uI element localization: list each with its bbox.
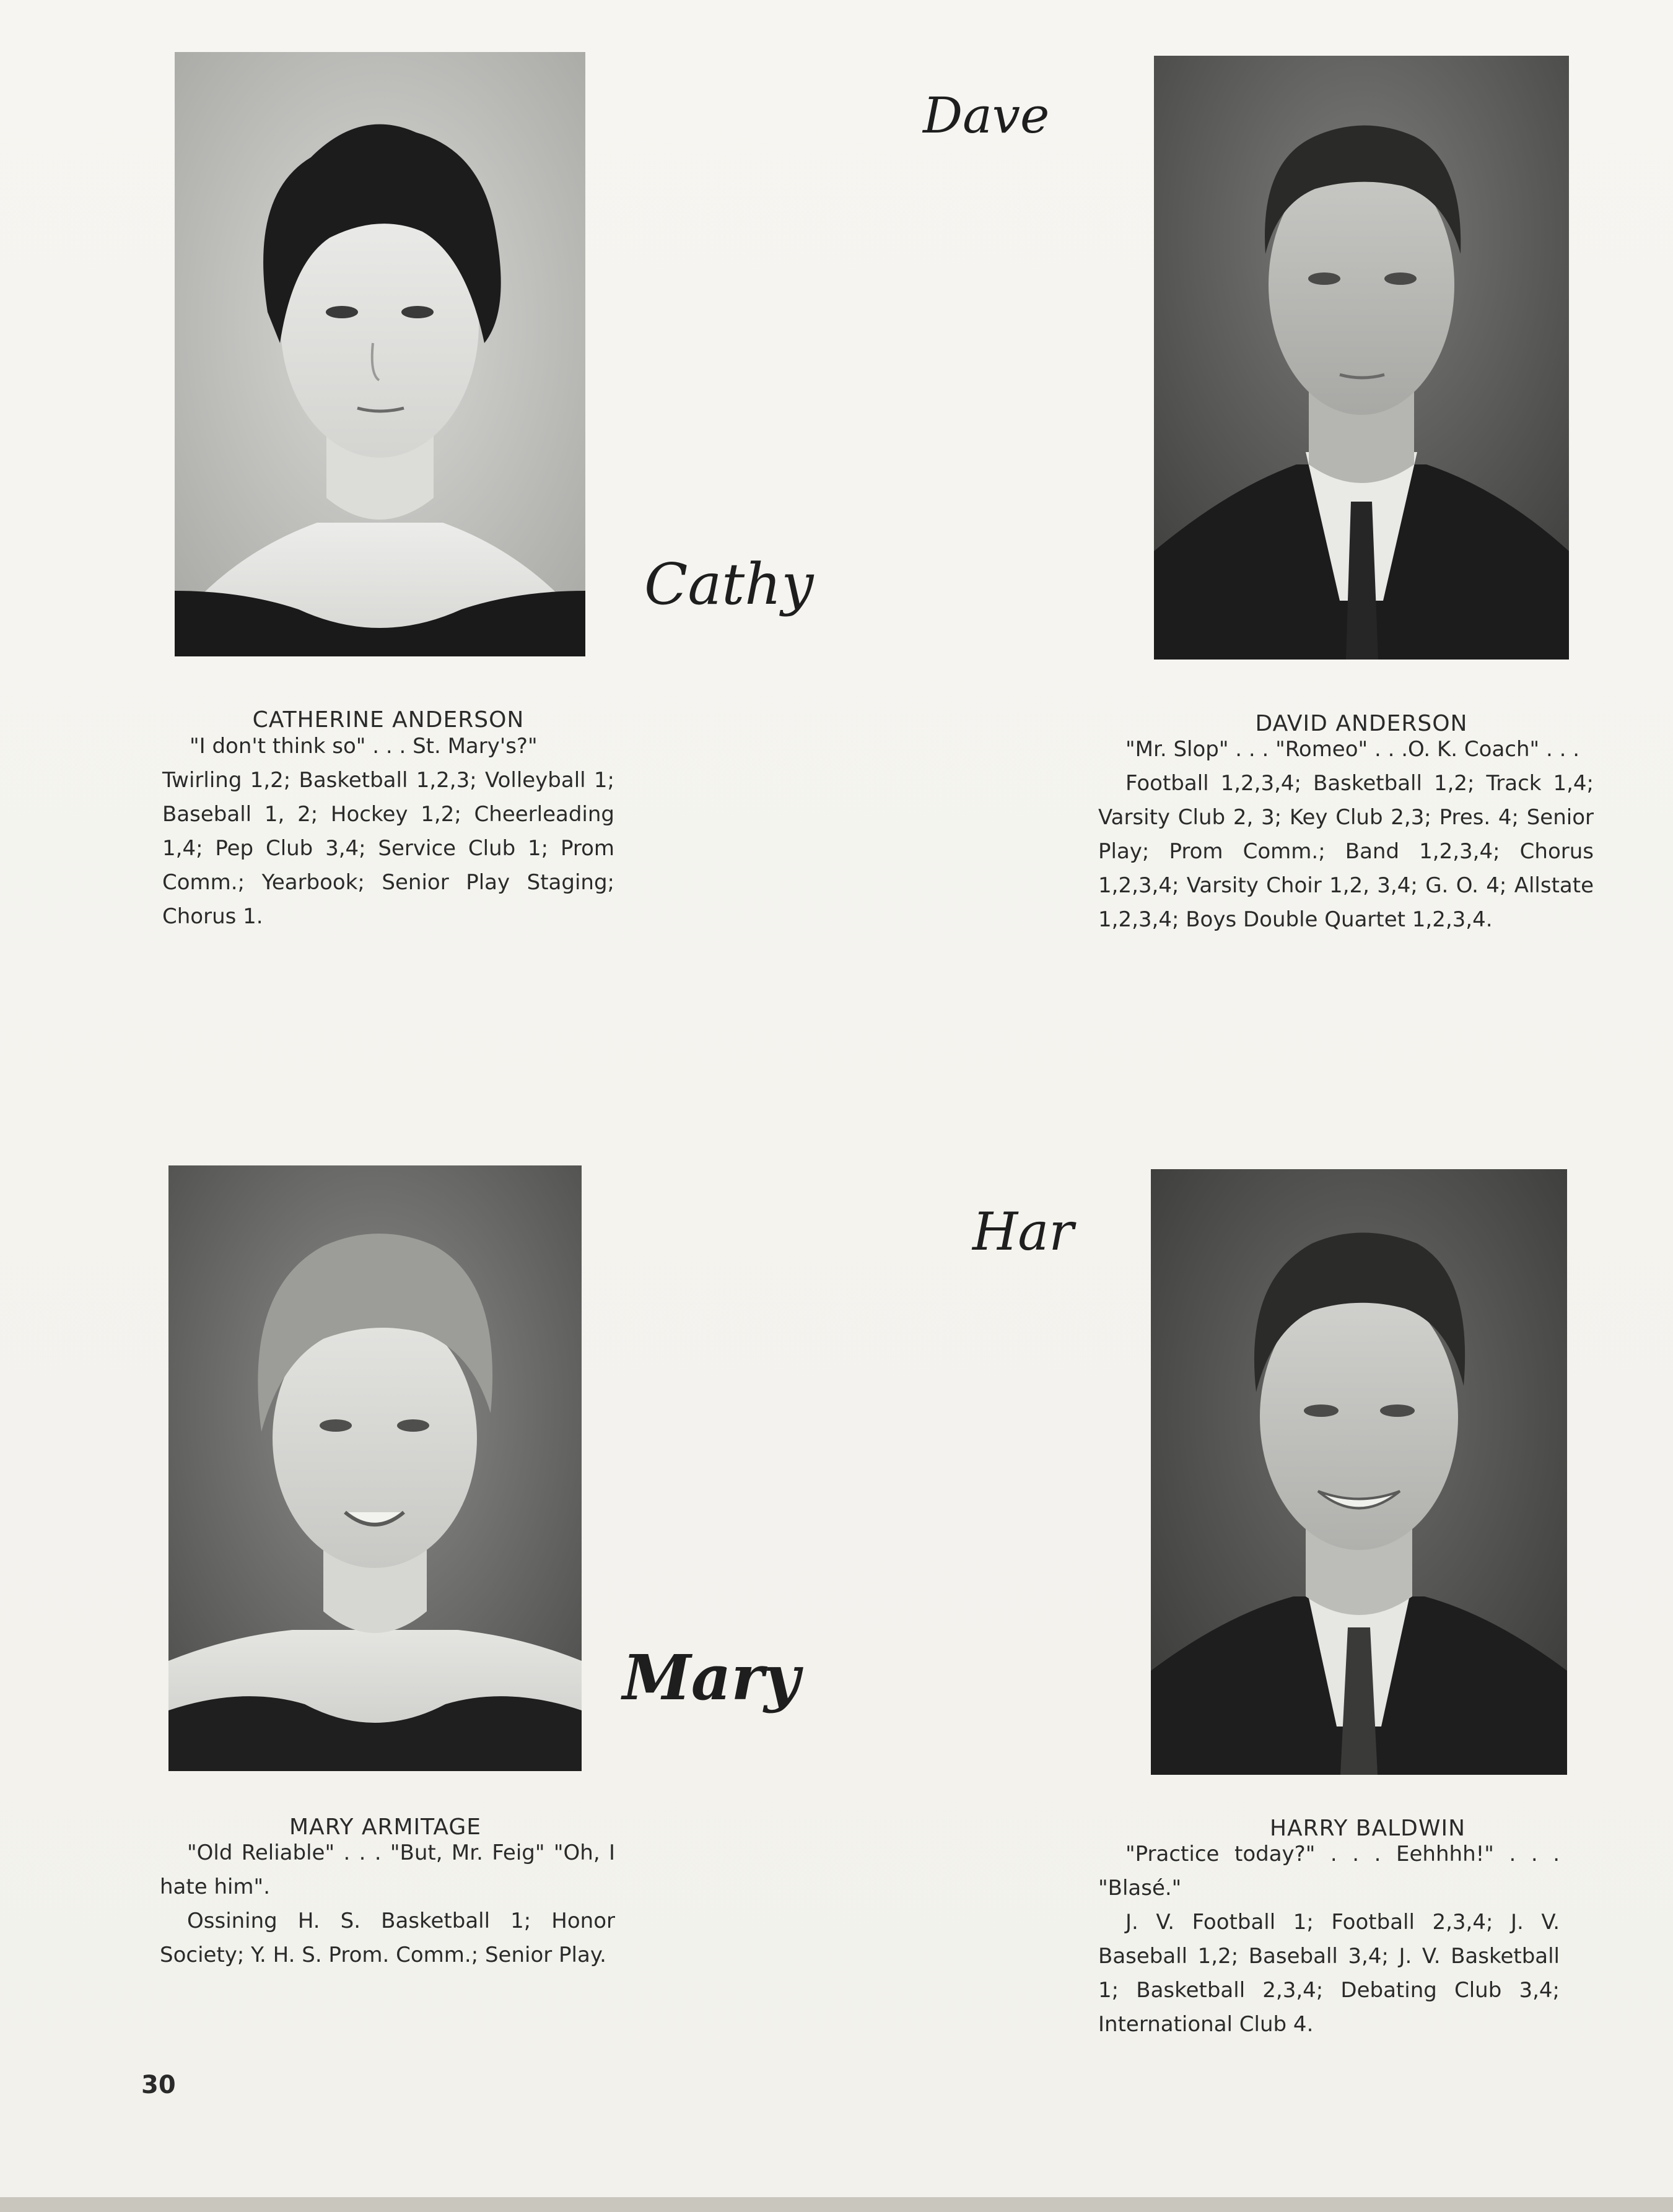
student-activities: Twirling 1,2; Basketball 1,2,3; Volleyball 1; Baseball 1, 2; Hockey 1,2; Cheerleading 1,4; Pep Club 3,4; Service Club 1; Prom Comm.; Yearbook; Senior Play Staging; Chorus 1. [162,768,614,929]
signature-dave: Dave [923,87,1050,144]
student-activities: Ossining H. S. Basketball 1; Honor Society; Y. H. S. Prom. Comm.; Senior Play. [160,1909,615,1967]
student-blurb-mary [160,1836,615,1972]
student-quote: "Practice today?" . . . Eehhhh!" . . . "Blasé." [1098,1842,1560,1901]
page-number: 30 [141,2071,176,2099]
portrait-photo-david [1154,56,1569,660]
signature-cathy: Cathy [644,551,814,617]
student-blurb-harry [1098,1837,1560,2042]
student-name-mary: MARY ARMITAGE [289,1814,481,1840]
student-activities: J. V. Football 1; Football 2,3,4; J. V. Baseball 1,2; Baseball 3,4; J. V. Basketball 1; Basketball 2,3,4; Debating Club 3,4; International Club 4. [1098,1910,1560,2037]
student-quote: "Mr. Slop" . . . "Romeo" . . .O. K. Coach" . . . [1125,737,1580,762]
portrait-photo-mary [168,1165,582,1771]
student-quote: "Old Reliable" . . . "But, Mr. Feig" "Oh, I hate him". [160,1840,615,1899]
student-activities: Football 1,2,3,4; Basketball 1,2; Track 1,4; Varsity Club 2, 3; Key Club 2,3; Pres. 4; Senior Play; Prom Comm.; Band 1,2,3,4; Chorus 1,2,3,4; Varsity Choir 1,2, 3,4; G. O. 4; Allstate 1,2,3,4; Boys Double Quartet 1,2,3,4. [1098,771,1594,932]
portrait-photo-catherine [175,52,585,656]
signature-har: Har [972,1201,1074,1262]
student-blurb-david [1098,733,1594,937]
student-name-catherine: CATHERINE ANDERSON [252,707,525,733]
student-quote: "I don't think so" . . . St. Mary's?" [190,734,538,759]
student-name-david: DAVID ANDERSON [1255,711,1468,736]
signature-mary: Mary [622,1641,800,1714]
portrait-photo-harry [1151,1169,1567,1775]
student-blurb-catherine [162,729,614,934]
page-bottom-edge [0,2197,1673,2212]
student-name-harry: HARRY BALDWIN [1269,1816,1466,1841]
